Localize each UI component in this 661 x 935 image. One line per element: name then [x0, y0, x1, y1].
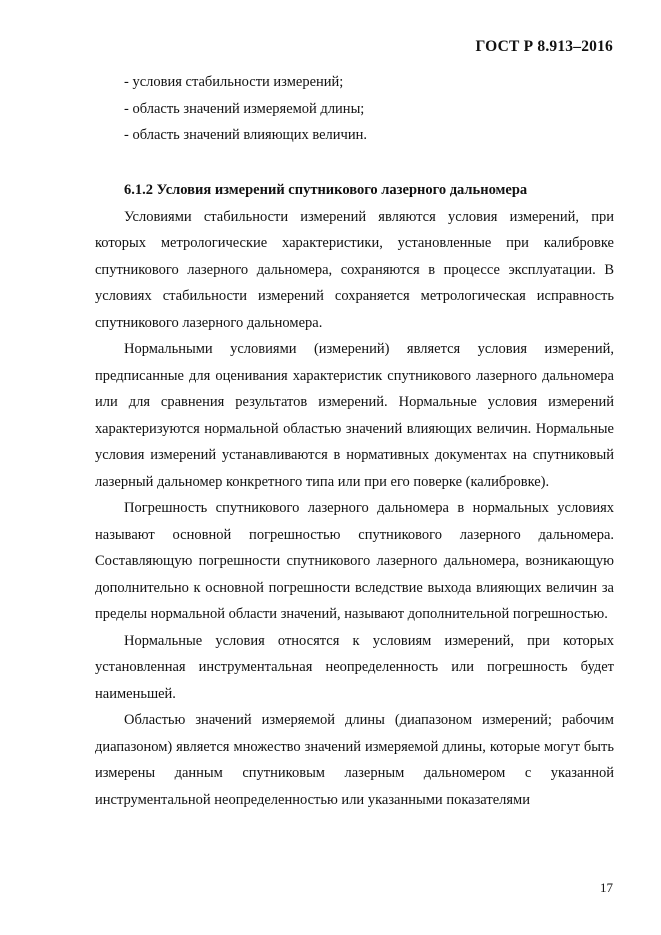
conditions-list: [124, 69, 604, 149]
standard-header: ГОСТ Р 8.913–2016: [475, 38, 613, 55]
paragraph: Погрешность спутникового лазерного дальномера в нормальных условиях называют основной погрешностью спутникового лазерного дальномера. Составляющую погрешности спутникового лазерного дальномера, возникающую дополнительно к основной погрешности вследствие выхода влияющих величин за пределы нормальной области значений, называют дополнительной погрешностью.: [95, 500, 614, 622]
paragraph: Условиями стабильности измерений являются условия измерений, при которых метрологические характеристики, установленные при калибровке спутникового лазерного дальномера, сохраняются в процессе эксплуатации. В условиях стабильности измерений сохраняется метрологическая исправность спутникового лазерного дальномера.: [95, 208, 614, 331]
list-item: - область значений влияющих величин.: [124, 127, 367, 143]
list-item: - область значений измеряемой длины;: [124, 100, 365, 117]
paragraph: Областью значений измеряемой длины (диапазоном измерений; рабочим диапазоном) является множество значений измеряемой длины, которые могут быть измерены данным спутниковым лазерным дальномером с указанной инструментальной неопределенностью или указанными показателями: [95, 712, 614, 808]
paragraph: Нормальные условия относятся к условиям измерений, при которых установленная инструментальная неопределенность или погрешность будет наименьшей.: [95, 632, 614, 702]
paragraph: Нормальными условиями (измерений) является условия измерений, предписанные для оценивания характеристик спутникового лазерного дальномера или для сравнения результатов измерений. Нормальные условия измерений характеризуются нормальной областью значений влияющих величин. Нормальные условия измерений устанавливаются в нормативных документах на спутниковый лазерный дальномер конкретного типа или при его поверке (калибровке).: [95, 341, 614, 490]
page-number: 17: [600, 880, 613, 895]
section-body: [95, 177, 614, 813]
section-title: 6.1.2 Условия измерений спутникового лазерного дальномера: [124, 182, 528, 198]
list-item: - условия стабильности измерений;: [124, 74, 344, 90]
